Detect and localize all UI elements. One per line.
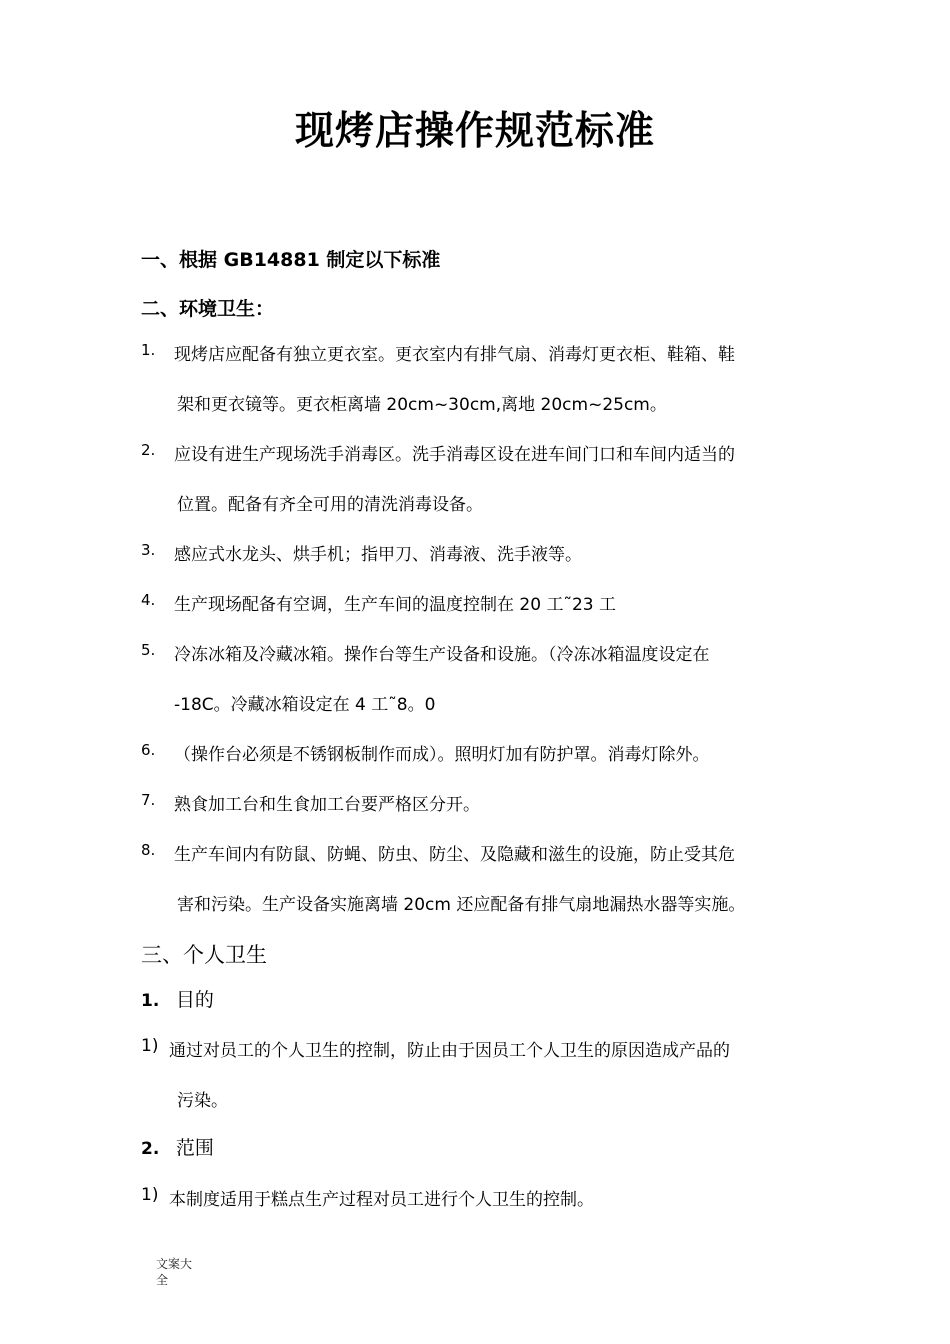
item-number: 1. [141, 341, 156, 359]
item-line: 架和更衣镜等。更衣柜离墙 20cm~30cm,离地 20cm~25cm。 [177, 395, 667, 415]
document-title: 现烤店操作规范标准 [294, 109, 655, 154]
item-line: 本制度适用于糕点生产过程对员工进行个人卫生的控制。 [169, 1190, 594, 1210]
subheading-scope [141, 1133, 214, 1160]
subheading-label: 目的 [175, 989, 214, 1011]
item-line: 位置。配备有齐全可用的清洗消毒设备。 [177, 495, 483, 515]
subheading-purpose [141, 985, 214, 1012]
item-line: 污染。 [177, 1091, 228, 1111]
item-number: 7. [141, 791, 156, 809]
item-line: （操作台必须是不锈钢板制作而成）。照明灯加有防护罩。消毒灯除外。 [174, 745, 710, 765]
section-heading-environment: 二、环境卫生： [141, 298, 275, 320]
item-line: 熟食加工台和生食加工台要严格区分开。 [174, 795, 480, 815]
item-line: 现烤店应配备有独立更衣室。更衣室内有排气扇、消毒灯更衣柜、鞋箱、鞋 [174, 345, 735, 365]
subheading-number: 1. [141, 991, 160, 1011]
item-line: 生产车间内有防鼠、防蝇、防虫、防尘、及隐藏和滋生的设施，防止受其危 [174, 845, 735, 865]
item-number: 4. [141, 591, 156, 609]
section-heading-standard: 一、根据 GB14881 制定以下标准 [141, 249, 441, 271]
subheading-label: 范围 [175, 1137, 214, 1159]
item-line: 生产现场配备有空调，生产车间的温度控制在 20 工˜23 工 [174, 595, 616, 615]
item-line: 通过对员工的个人卫生的控制，防止由于因员工个人卫生的原因造成产品的 [169, 1041, 730, 1061]
section-heading-personal-hygiene [141, 939, 267, 969]
item-number: 1) [141, 1185, 159, 1205]
item-number: 6. [141, 741, 156, 759]
item-line: -18C。冷藏冰箱设定在 4 工˜8。0 [174, 695, 436, 715]
item-line: 应设有进生产现场洗手消毒区。洗手消毒区设在进车间门口和车间内适当的 [174, 445, 735, 465]
item-line: 感应式水龙头、烘手机；指甲刀、消毒液、洗手液等。 [174, 545, 582, 565]
item-number: 8. [141, 841, 156, 859]
section-heading-text: 三、个人卫生 [141, 943, 267, 967]
page-footer: 文案大全 [156, 1257, 193, 1287]
item-line: 害和污染。生产设备实施离墙 20cm 还应配备有排气扇地漏热水器等实施。 [177, 895, 746, 915]
subheading-number: 2. [141, 1139, 160, 1159]
item-line: 冷冻冰箱及冷藏冰箱。操作台等生产设备和设施。（冷冻冰箱温度设定在 [174, 645, 710, 665]
item-number: 2. [141, 441, 156, 459]
item-number: 3. [141, 541, 156, 559]
item-number: 5. [141, 641, 156, 659]
item-number: 1) [141, 1036, 159, 1056]
